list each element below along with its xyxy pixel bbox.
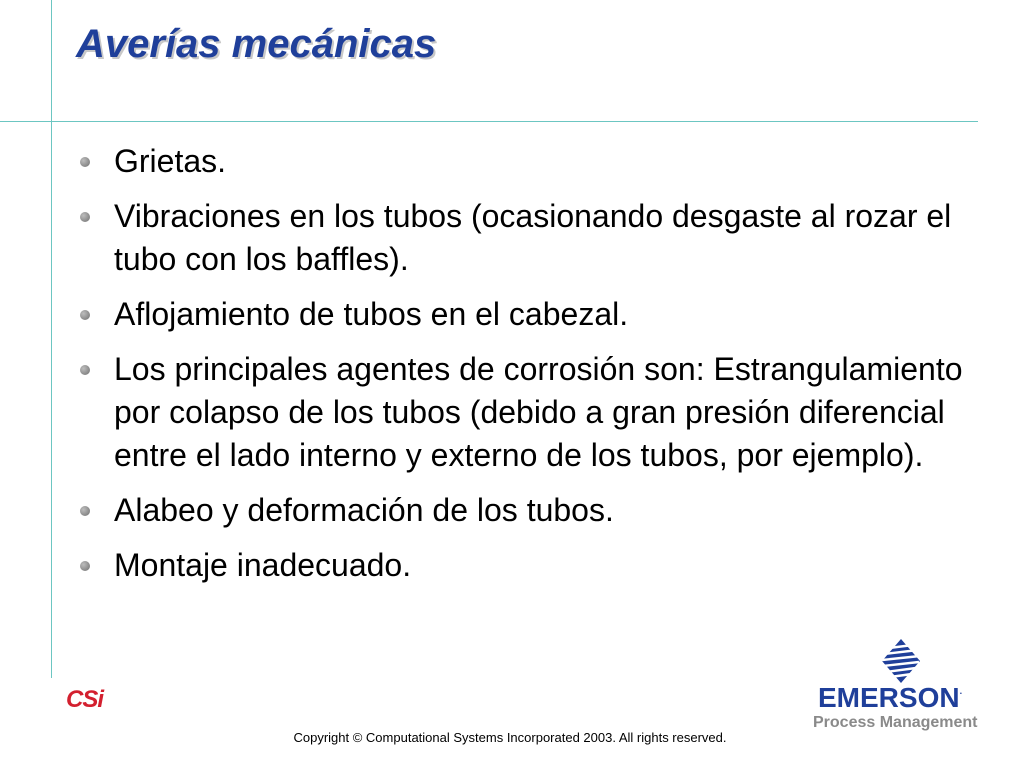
emerson-logo: [808, 638, 998, 738]
emerson-subtitle: Process Management: [813, 714, 978, 731]
csi-logo: CSi: [66, 686, 104, 713]
bullet-dot-icon: [80, 506, 90, 516]
emerson-name-text: EMERSON: [818, 682, 960, 713]
bullet-dot-icon: [80, 212, 90, 222]
emerson-trademark-dot: .: [959, 686, 963, 696]
copyright-text: Copyright © Computational Systems Incorporated 2003. All rights reserved.: [293, 730, 727, 745]
bullet-item: [80, 489, 990, 532]
bullet-text: Aflojamiento de tubos en el cabezal.: [114, 296, 629, 332]
bullet-dot-icon: [80, 365, 90, 375]
bullet-text: Los principales agentes de corrosión son: Estrangulamiento por colapso de los tubos (debido a gran presión diferencial entre el lado interno y externo de los tubos, por ejemplo).: [114, 351, 963, 473]
bullet-item: [80, 348, 990, 477]
bullet-item: [80, 544, 990, 587]
bullet-text: Grietas.: [114, 143, 227, 179]
vertical-rule: [51, 0, 52, 678]
bullet-dot-icon: [80, 561, 90, 571]
bullet-text: Montaje inadecuado.: [114, 547, 412, 583]
bullet-item: [80, 140, 990, 183]
emerson-diamond-logo-icon: [880, 638, 922, 684]
emerson-wordmark: [818, 682, 962, 714]
horizontal-rule: [0, 121, 978, 122]
bullet-text: Vibraciones en los tubos (ocasionando desgaste al rozar el tubo con los baffles).: [114, 198, 952, 277]
bullet-text: Alabeo y deformación de los tubos.: [114, 492, 614, 528]
bullet-dot-icon: [80, 157, 90, 167]
slide-title: Averías mecánicas: [76, 22, 437, 66]
bullet-dot-icon: [80, 310, 90, 320]
bullet-list: [80, 140, 990, 599]
bullet-item: [80, 293, 990, 336]
bullet-item: [80, 195, 990, 281]
